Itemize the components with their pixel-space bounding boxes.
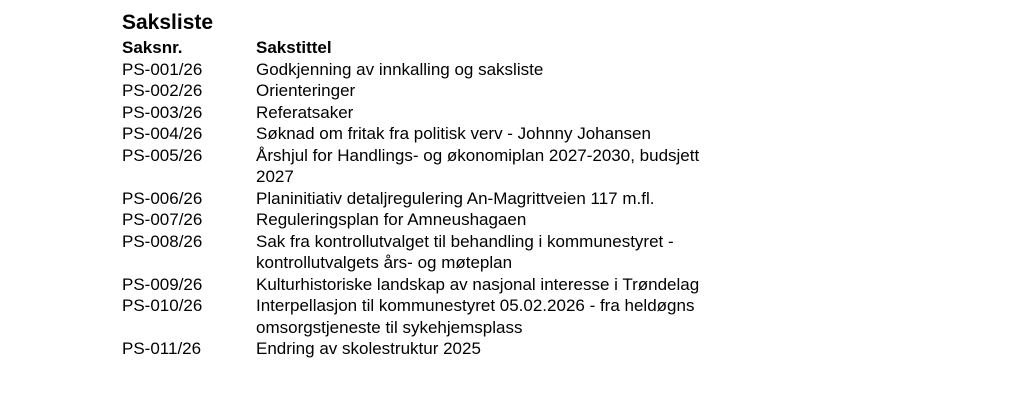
case-number: PS-010/26 <box>122 296 203 315</box>
case-title: Orienteringer <box>256 81 356 100</box>
case-title: Planinitiativ detaljregulering An-Magrittveien 117 m.fl. <box>256 188 655 208</box>
table-row <box>122 59 736 81</box>
case-number: PS-005/26 <box>122 145 203 165</box>
case-number: PS-006/26 <box>122 188 203 208</box>
header-sakstittel: Sakstittel <box>256 38 332 57</box>
case-number: PS-003/26 <box>122 102 203 122</box>
case-title: Endring av skolestruktur 2025 <box>256 339 481 358</box>
case-title: Reguleringsplan for Amneushagaen <box>256 210 527 229</box>
header-saksnr: Saksnr. <box>122 38 183 57</box>
case-number: PS-004/26 <box>122 124 203 143</box>
agenda-table <box>122 37 736 360</box>
case-title: Søknad om fritak fra politisk verv - Johnny Johansen <box>256 124 651 143</box>
case-title: Kulturhistoriske landskap av nasjonal interesse i Trøndelag <box>256 274 700 294</box>
table-row <box>122 231 736 274</box>
table-header-row <box>122 37 736 59</box>
table-row <box>122 274 736 296</box>
agenda-document <box>122 10 842 360</box>
table-row <box>122 188 736 210</box>
case-title: Referatsaker <box>256 102 354 122</box>
case-number: PS-008/26 <box>122 231 203 251</box>
case-number: PS-002/26 <box>122 81 203 100</box>
case-number: PS-011/26 <box>122 339 202 358</box>
case-title: Interpellasjon til kommunestyret 05.02.2026 - fra heldøgns omsorgstjeneste til sykehjemsplass <box>256 296 695 337</box>
case-number: PS-009/26 <box>122 274 203 294</box>
table-row <box>122 123 736 145</box>
document-title: Saksliste <box>122 11 214 34</box>
table-row <box>122 102 736 124</box>
case-title: Sak fra kontrollutvalget til behandling i kommunestyret - kontrollutvalgets års- og møteplan <box>256 231 674 272</box>
table-row <box>122 80 736 102</box>
case-number: PS-001/26 <box>122 59 203 79</box>
case-number: PS-007/26 <box>122 210 203 229</box>
case-title: Årshjul for Handlings- og økonomiplan 2027-2030, budsjett 2027 <box>256 145 700 186</box>
table-row <box>122 295 736 338</box>
table-row <box>122 209 736 231</box>
table-row <box>122 338 736 360</box>
case-title: Godkjenning av innkalling og saksliste <box>256 59 544 79</box>
table-row <box>122 145 736 188</box>
